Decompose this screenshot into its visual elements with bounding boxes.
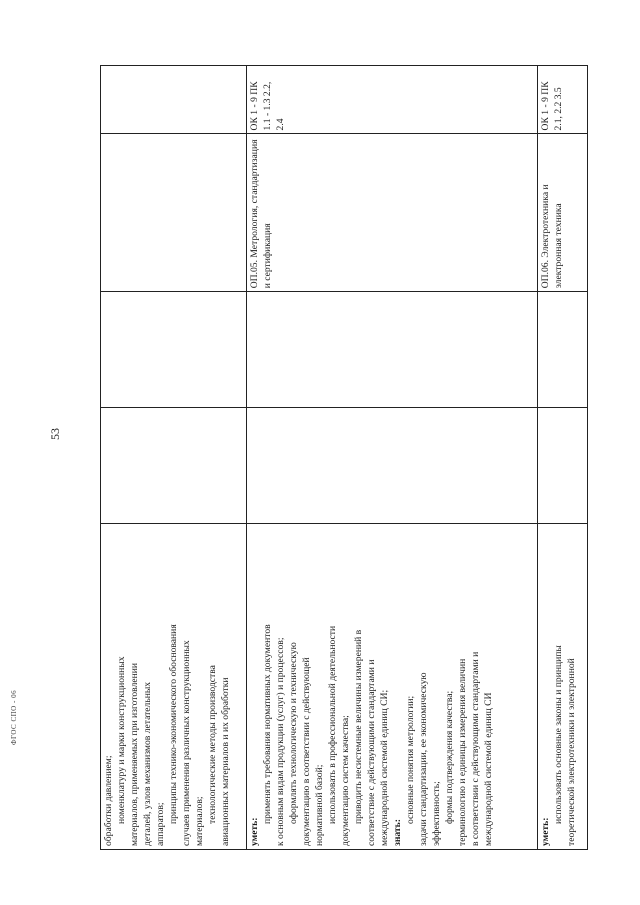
text-line: материалов, применяемых при изготовлении (129, 662, 140, 846)
section-heading: уметь: (249, 817, 260, 846)
text-line: аппаратов; (155, 802, 166, 846)
discipline-cell: ОП.06. Электротехника и электронная техника (538, 134, 588, 292)
text-line: соответствие с действующими стандартами и (366, 659, 377, 846)
competencies-cell (101, 66, 247, 134)
text-line: оформлять технологическую и техническую (288, 642, 299, 824)
text-line: нормативной базой; (314, 764, 325, 846)
text-line: деталей, узлов механизмов летательных (142, 681, 153, 846)
text-line: использовать основные законы и принципы (553, 645, 564, 824)
text-line: использовать в профессиональной деятельности (327, 625, 338, 824)
discipline-cell: ОП.05. Метрология, стандартизация и сертификация (247, 134, 538, 292)
text-line: авиационных материалов и их обработки (220, 677, 231, 846)
empty-cell (538, 408, 588, 524)
text-line: применять требования нормативных документов (262, 624, 273, 824)
requirements-cell (247, 523, 538, 849)
text-line: документацию систем качества; (340, 715, 351, 846)
text-line: в соответствии с действующими стандартами и (470, 651, 481, 846)
text-line: документацию в соответствии с действующей (301, 657, 312, 846)
text-line: номенклатуру и марки конструкционных (116, 656, 127, 824)
empty-cell (247, 292, 538, 408)
table-row (101, 66, 247, 850)
competencies-cell: ОК 1 - 9 ПК 2.1, 2.2 3.5 (538, 66, 588, 134)
text-line: приводить несистемные величины измерений в (353, 629, 364, 824)
page-number: 53 (48, 428, 62, 440)
text-line: материалов; (194, 796, 205, 846)
text-line: обработки давлением; (103, 755, 114, 846)
text-line: международной системой единиц СИ; (379, 689, 390, 846)
requirements-cell (101, 523, 247, 849)
text-line: формы подтверждения качества; (444, 690, 455, 824)
table-row (538, 66, 588, 850)
text-line: к основным видам продукции (услуг) и процессов; (275, 637, 286, 846)
text-line: теоретической электротехники и электронной (566, 658, 577, 846)
text-line: терминологию и единицы измерения величин (457, 658, 468, 846)
rotated-page-content (100, 65, 580, 850)
text-line: принципы технико-экономического обоснования (168, 624, 179, 824)
text-line: эффективность; (431, 781, 442, 846)
discipline-cell (101, 134, 247, 292)
section-heading: уметь: (540, 817, 551, 846)
footer-code: ФГОС СПО - 06 (10, 689, 18, 745)
text-line: технологические методы производства (207, 665, 218, 824)
empty-cell (101, 408, 247, 524)
text-line: случаев применения различных конструкционных (181, 640, 192, 846)
empty-cell (538, 292, 588, 408)
text-line: основные понятия метрологии; (405, 695, 416, 824)
empty-cell (101, 292, 247, 408)
competencies-cell: ОК 1 - 9 ПК 1.1 - 1.3 2.2, 2.4 (247, 66, 538, 134)
competency-table (100, 65, 588, 850)
table-row (247, 66, 538, 850)
text-line: задачи стандартизации, ее экономическую (418, 672, 429, 846)
requirements-cell (538, 523, 588, 849)
section-heading: знать: (392, 819, 403, 846)
empty-cell (247, 408, 538, 524)
text-line: международной системой единиц СИ (483, 692, 494, 846)
